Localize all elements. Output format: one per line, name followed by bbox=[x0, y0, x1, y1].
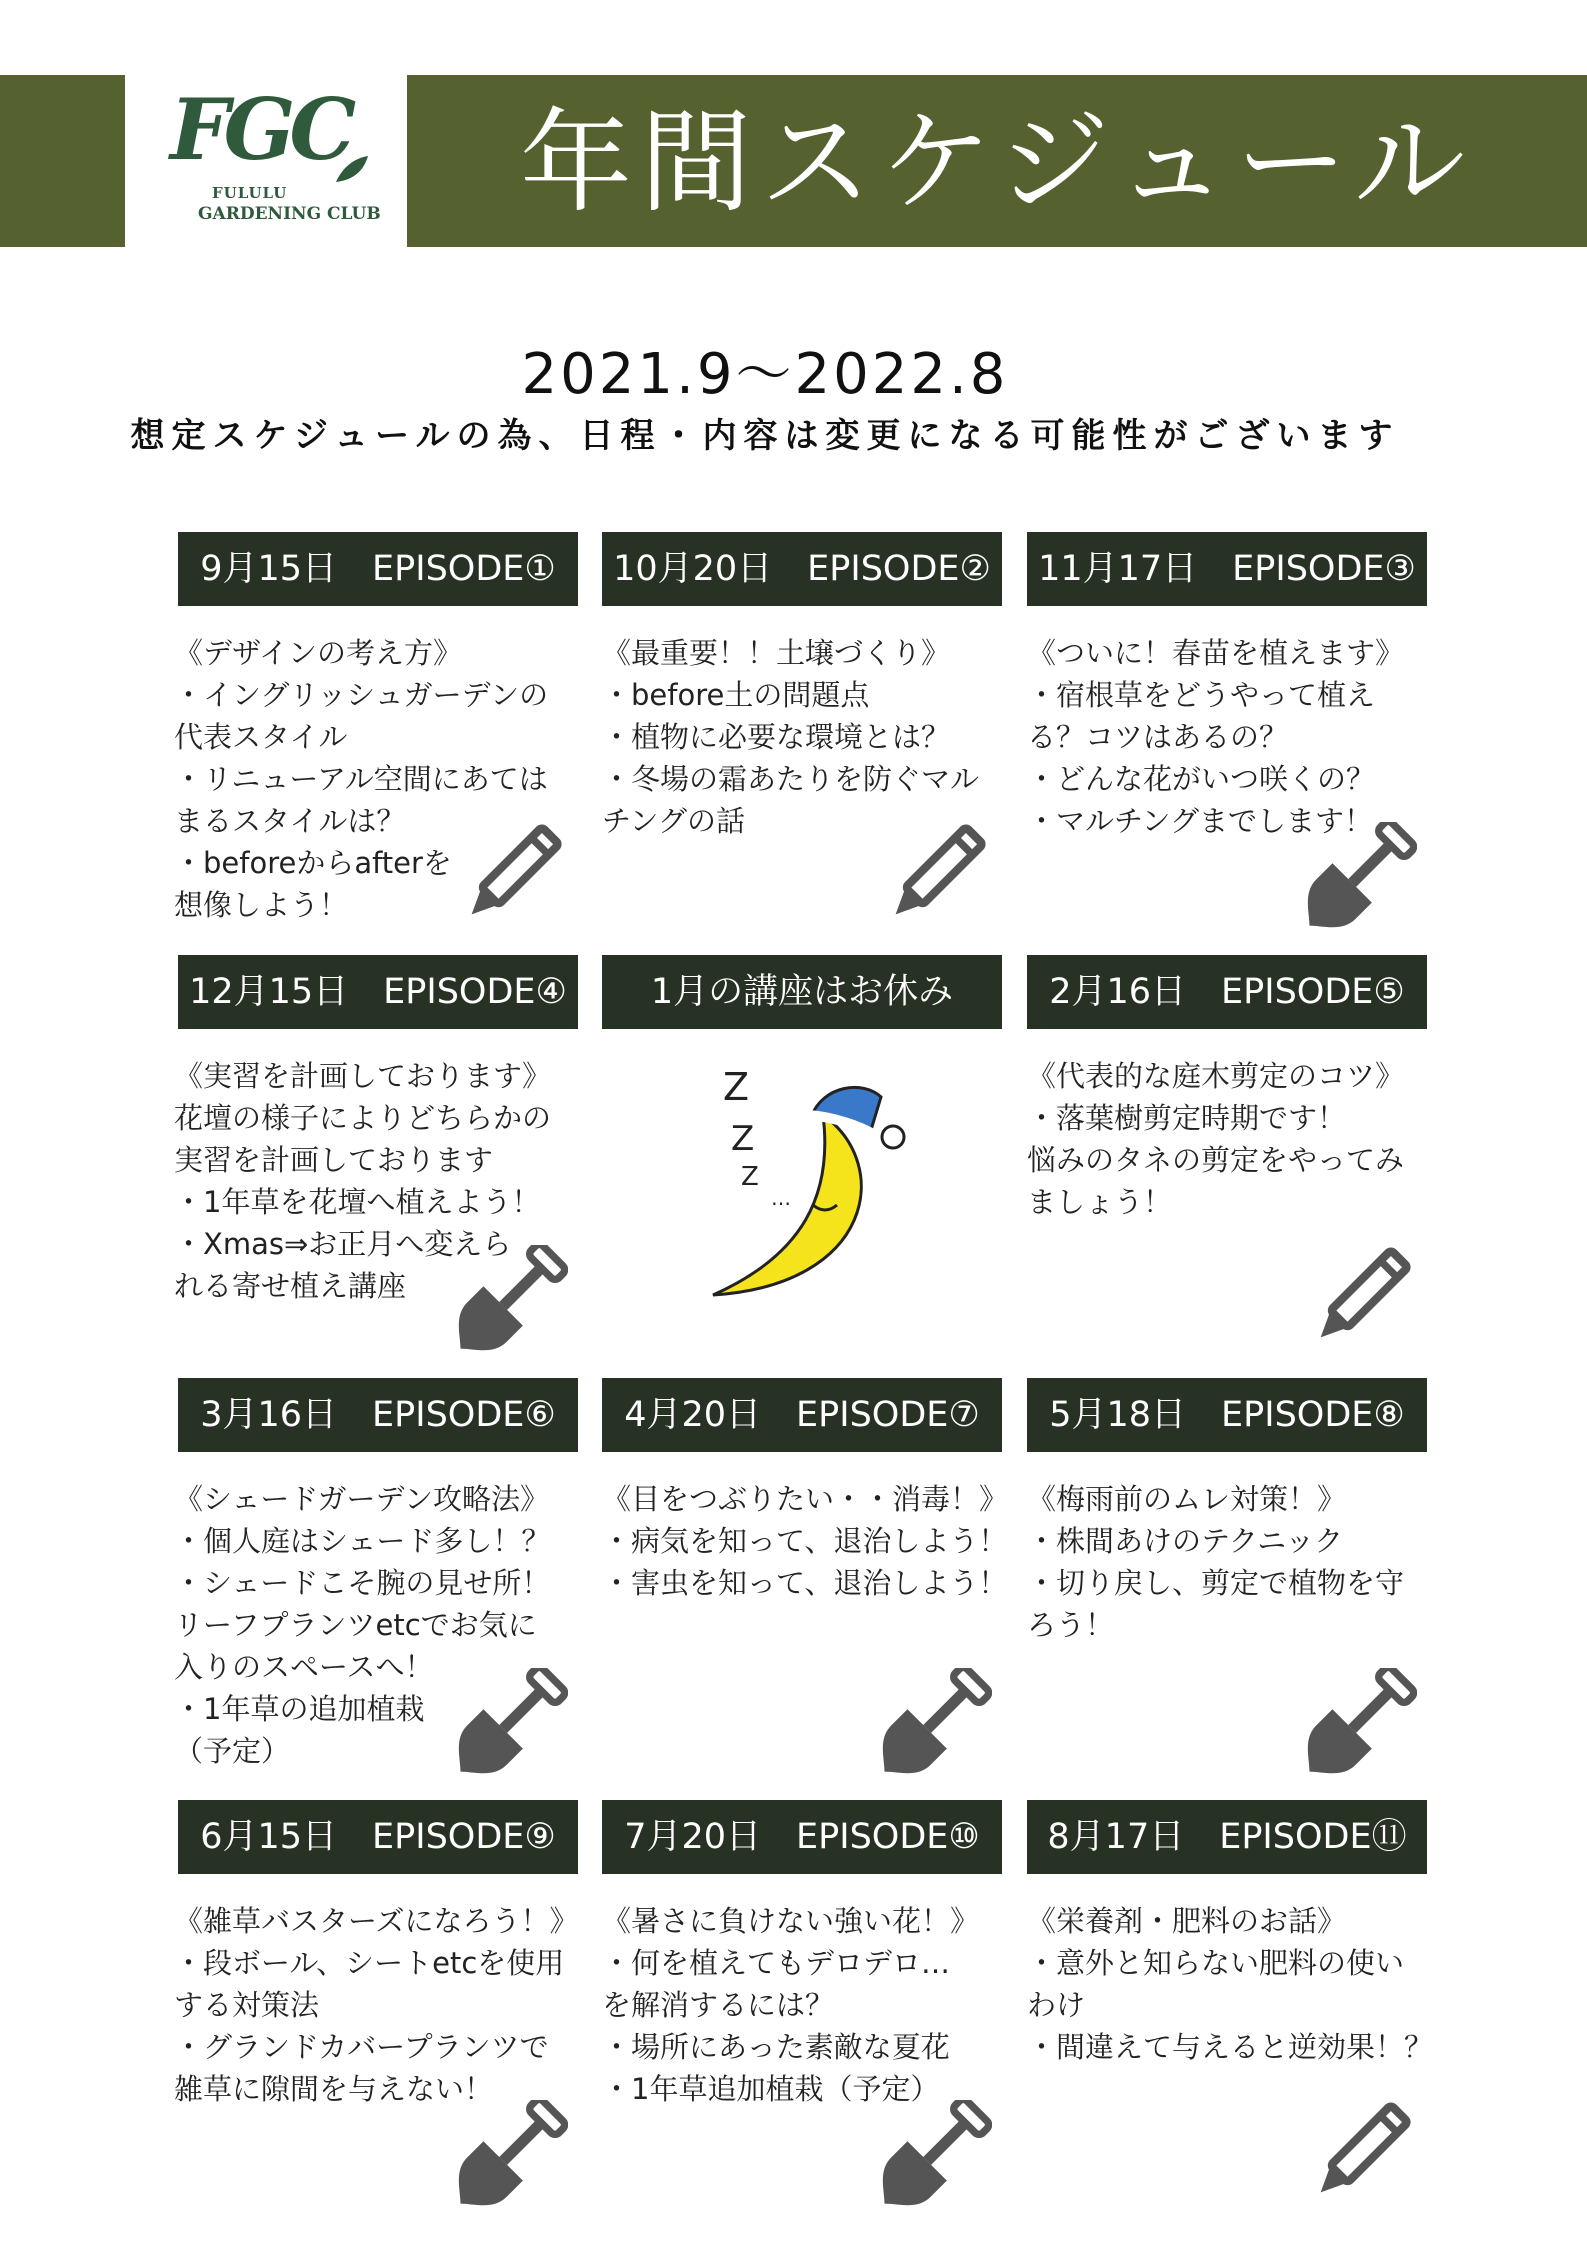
cell-body bbox=[602, 1900, 1014, 2110]
leaf-icon bbox=[332, 148, 372, 188]
cell-line: 《最重要！！土壌づくり》 bbox=[602, 636, 951, 670]
shovel-icon bbox=[458, 1668, 568, 1798]
cell-line: 《雑草バスターズになろう！》 bbox=[174, 1904, 579, 1938]
cell-header: 3月16日 EPISODE⑥ bbox=[178, 1378, 578, 1452]
page-title: 年間スケジュール bbox=[520, 98, 1474, 228]
shovel-icon bbox=[1307, 822, 1417, 952]
cell-line: 《目をつぶりたい・・消毒！》 bbox=[602, 1482, 1009, 1516]
cell-header: 7月20日 EPISODE⑩ bbox=[602, 1800, 1002, 1874]
cell-line: ・どんな花がいつ咲くの？ bbox=[1027, 762, 1376, 796]
cell-line: れる寄せ植え講座 bbox=[174, 1269, 407, 1303]
schedule-cell bbox=[174, 532, 578, 952]
cell-line: 悩みのタネの剪定をやってみ bbox=[1027, 1143, 1405, 1177]
cell-line: ・マルチングまでします！ bbox=[1027, 804, 1373, 838]
cell-body bbox=[1027, 1055, 1439, 1223]
cell-line: を解消するには？ bbox=[602, 1988, 835, 2022]
cell-line: ・1年草の追加植栽 bbox=[174, 1692, 425, 1726]
cell-line: リーフプランツetcでお気に bbox=[174, 1608, 537, 1642]
cell-line: ・場所にあった素敵な夏花 bbox=[602, 2030, 950, 2064]
schedule-cell bbox=[1027, 955, 1427, 1375]
cell-line: ・1年草を花壇へ植えよう！ bbox=[174, 1185, 541, 1219]
cell-line: ・イングリッシュガーデンの bbox=[174, 678, 549, 712]
cell-line: ・Xmas⇒お正月へ変えら bbox=[174, 1227, 512, 1261]
cell-line: ・宿根草をどうやって植え bbox=[1027, 678, 1376, 712]
sleeping-moon-icon bbox=[693, 1055, 933, 1305]
schedule-cell bbox=[1027, 532, 1427, 952]
cell-line: 《実習を計画しております》 bbox=[174, 1059, 552, 1093]
cell-line: ・株間あけのテクニック bbox=[1027, 1524, 1344, 1558]
cell-line: 実習を計画しております bbox=[174, 1143, 494, 1177]
cell-header: 10月20日 EPISODE② bbox=[602, 532, 1002, 606]
cell-line: 《栄養剤・肥料のお話》 bbox=[1027, 1904, 1347, 1938]
cell-header: 8月17日 EPISODE⑪ bbox=[1027, 1800, 1427, 1874]
cell-line: 《ついに！春苗を植えます》 bbox=[1027, 636, 1405, 670]
schedule-cell bbox=[602, 1800, 1002, 2220]
logo-line-2: GARDENING CLUB bbox=[198, 204, 381, 224]
cell-line: 《代表的な庭木剪定のコツ》 bbox=[1027, 1059, 1405, 1093]
cell-header: 4月20日 EPISODE⑦ bbox=[602, 1378, 1002, 1452]
cell-line: ろう！ bbox=[1027, 1608, 1115, 1642]
cell-header: 1月の講座はお休み bbox=[602, 955, 1002, 1029]
cell-line: ・切り戻し、剪定で植物を守 bbox=[1027, 1566, 1405, 1600]
shovel-icon bbox=[1307, 1668, 1417, 1798]
cell-line: ・グランドカバープランツで bbox=[174, 2030, 549, 2064]
cell-line: ましょう！ bbox=[1027, 1185, 1173, 1219]
schedule-period: 2021.9〜2022.8 bbox=[521, 342, 1009, 407]
cell-header: 5月18日 EPISODE⑧ bbox=[1027, 1378, 1427, 1452]
cell-line: ・落葉樹剪定時期です！ bbox=[1027, 1101, 1347, 1135]
cell-line: ・リニューアル空間にあては bbox=[174, 762, 548, 796]
cell-line: ・冬場の霜あたりを防ぐマル bbox=[602, 762, 980, 796]
schedule-cell bbox=[1027, 1800, 1434, 2220]
svg-text:Z: Z bbox=[723, 1065, 750, 1109]
header-band-left bbox=[0, 75, 125, 247]
cell-line: わけ bbox=[1027, 1988, 1086, 2022]
shovel-icon bbox=[882, 2100, 992, 2230]
cell-body bbox=[1027, 1478, 1439, 1646]
schedule-cell bbox=[174, 955, 578, 1375]
schedule-cell bbox=[174, 1378, 578, 1798]
cell-line: 《暑さに負けない強い花！》 bbox=[602, 1904, 980, 1938]
cell-header: 2月16日 EPISODE⑤ bbox=[1027, 955, 1427, 1029]
cell-header: 11月17日 EPISODE③ bbox=[1027, 532, 1427, 606]
pencil-icon bbox=[1307, 2100, 1417, 2230]
cell-line: ・beforeからafterを bbox=[174, 846, 452, 880]
schedule-cell bbox=[602, 1378, 1009, 1798]
schedule-cell bbox=[1027, 1378, 1427, 1798]
pencil-icon bbox=[882, 822, 992, 952]
cell-header: 12月15日 EPISODE④ bbox=[178, 955, 578, 1029]
pencil-icon bbox=[458, 822, 568, 952]
cell-line: 代表スタイル bbox=[174, 720, 348, 754]
cell-line: る？コツはあるの？ bbox=[1027, 720, 1289, 754]
shovel-icon bbox=[458, 1245, 568, 1375]
cell-header: 6月15日 EPISODE⑨ bbox=[178, 1800, 578, 1874]
shovel-icon bbox=[458, 2100, 568, 2230]
cell-line: ・意外と知らない肥料の使い bbox=[1027, 1946, 1405, 1980]
cell-line: まるスタイルは？ bbox=[174, 804, 406, 838]
cell-line: ・個人庭はシェード多し！？ bbox=[174, 1524, 551, 1558]
logo bbox=[160, 70, 390, 250]
cell-line: ・1年草追加植栽（予定） bbox=[602, 2072, 940, 2106]
svg-text:Z: Z bbox=[741, 1162, 759, 1192]
cell-line: ・植物に必要な環境とは？ bbox=[602, 720, 951, 754]
cell-line: チングの話 bbox=[602, 804, 745, 838]
cell-line: 入りのスペースへ！ bbox=[174, 1650, 434, 1684]
cell-line: ・段ボール、シートetcを使用 bbox=[174, 1946, 565, 1980]
shovel-icon bbox=[882, 1668, 992, 1798]
cell-line: ・病気を知って、退治しよう！ bbox=[602, 1524, 1008, 1558]
cell-line: する対策法 bbox=[174, 1988, 320, 2022]
cell-body bbox=[1027, 1900, 1439, 2068]
logo-mark: FGC bbox=[170, 80, 351, 179]
cell-body bbox=[174, 1900, 586, 2110]
svg-text:…: … bbox=[771, 1186, 791, 1210]
pencil-icon bbox=[1307, 1245, 1417, 1375]
cell-line: 《シェードガーデン攻略法》 bbox=[174, 1482, 549, 1516]
schedule-cell bbox=[174, 1800, 579, 2220]
cell-line: ・間違えて与えると逆効果！？ bbox=[1027, 2030, 1434, 2064]
cell-line: （予定） bbox=[174, 1734, 291, 1768]
cell-line: 花壇の様子によりどちらかの bbox=[174, 1101, 552, 1135]
cell-header: 9月15日 EPISODE① bbox=[178, 532, 578, 606]
cell-line: 《デザインの考え方》 bbox=[174, 636, 462, 670]
cell-line: 想像しよう！ bbox=[174, 888, 349, 922]
schedule-notice: 想定スケジュールの為、日程・内容は変更になる可能性がございます bbox=[130, 416, 1400, 456]
cell-line: ・before土の問題点 bbox=[602, 678, 870, 712]
cell-line: 《梅雨前のムレ対策！》 bbox=[1027, 1482, 1347, 1516]
svg-text:Z: Z bbox=[731, 1119, 755, 1159]
cell-line: ・シェードこそ腕の見せ所！ bbox=[174, 1566, 551, 1600]
cell-body bbox=[602, 632, 1014, 842]
schedule-cell bbox=[602, 532, 1002, 952]
cell-line: ・害虫を知って、退治しよう！ bbox=[602, 1566, 1008, 1600]
cell-body bbox=[602, 1478, 1014, 1604]
cell-line: ・何を植えてもデロデロ… bbox=[602, 1946, 951, 1980]
cell-line: 雑草に隙間を与えない！ bbox=[174, 2072, 494, 2106]
logo-line-1: FULULU bbox=[212, 184, 288, 202]
cell-body bbox=[1027, 632, 1439, 842]
